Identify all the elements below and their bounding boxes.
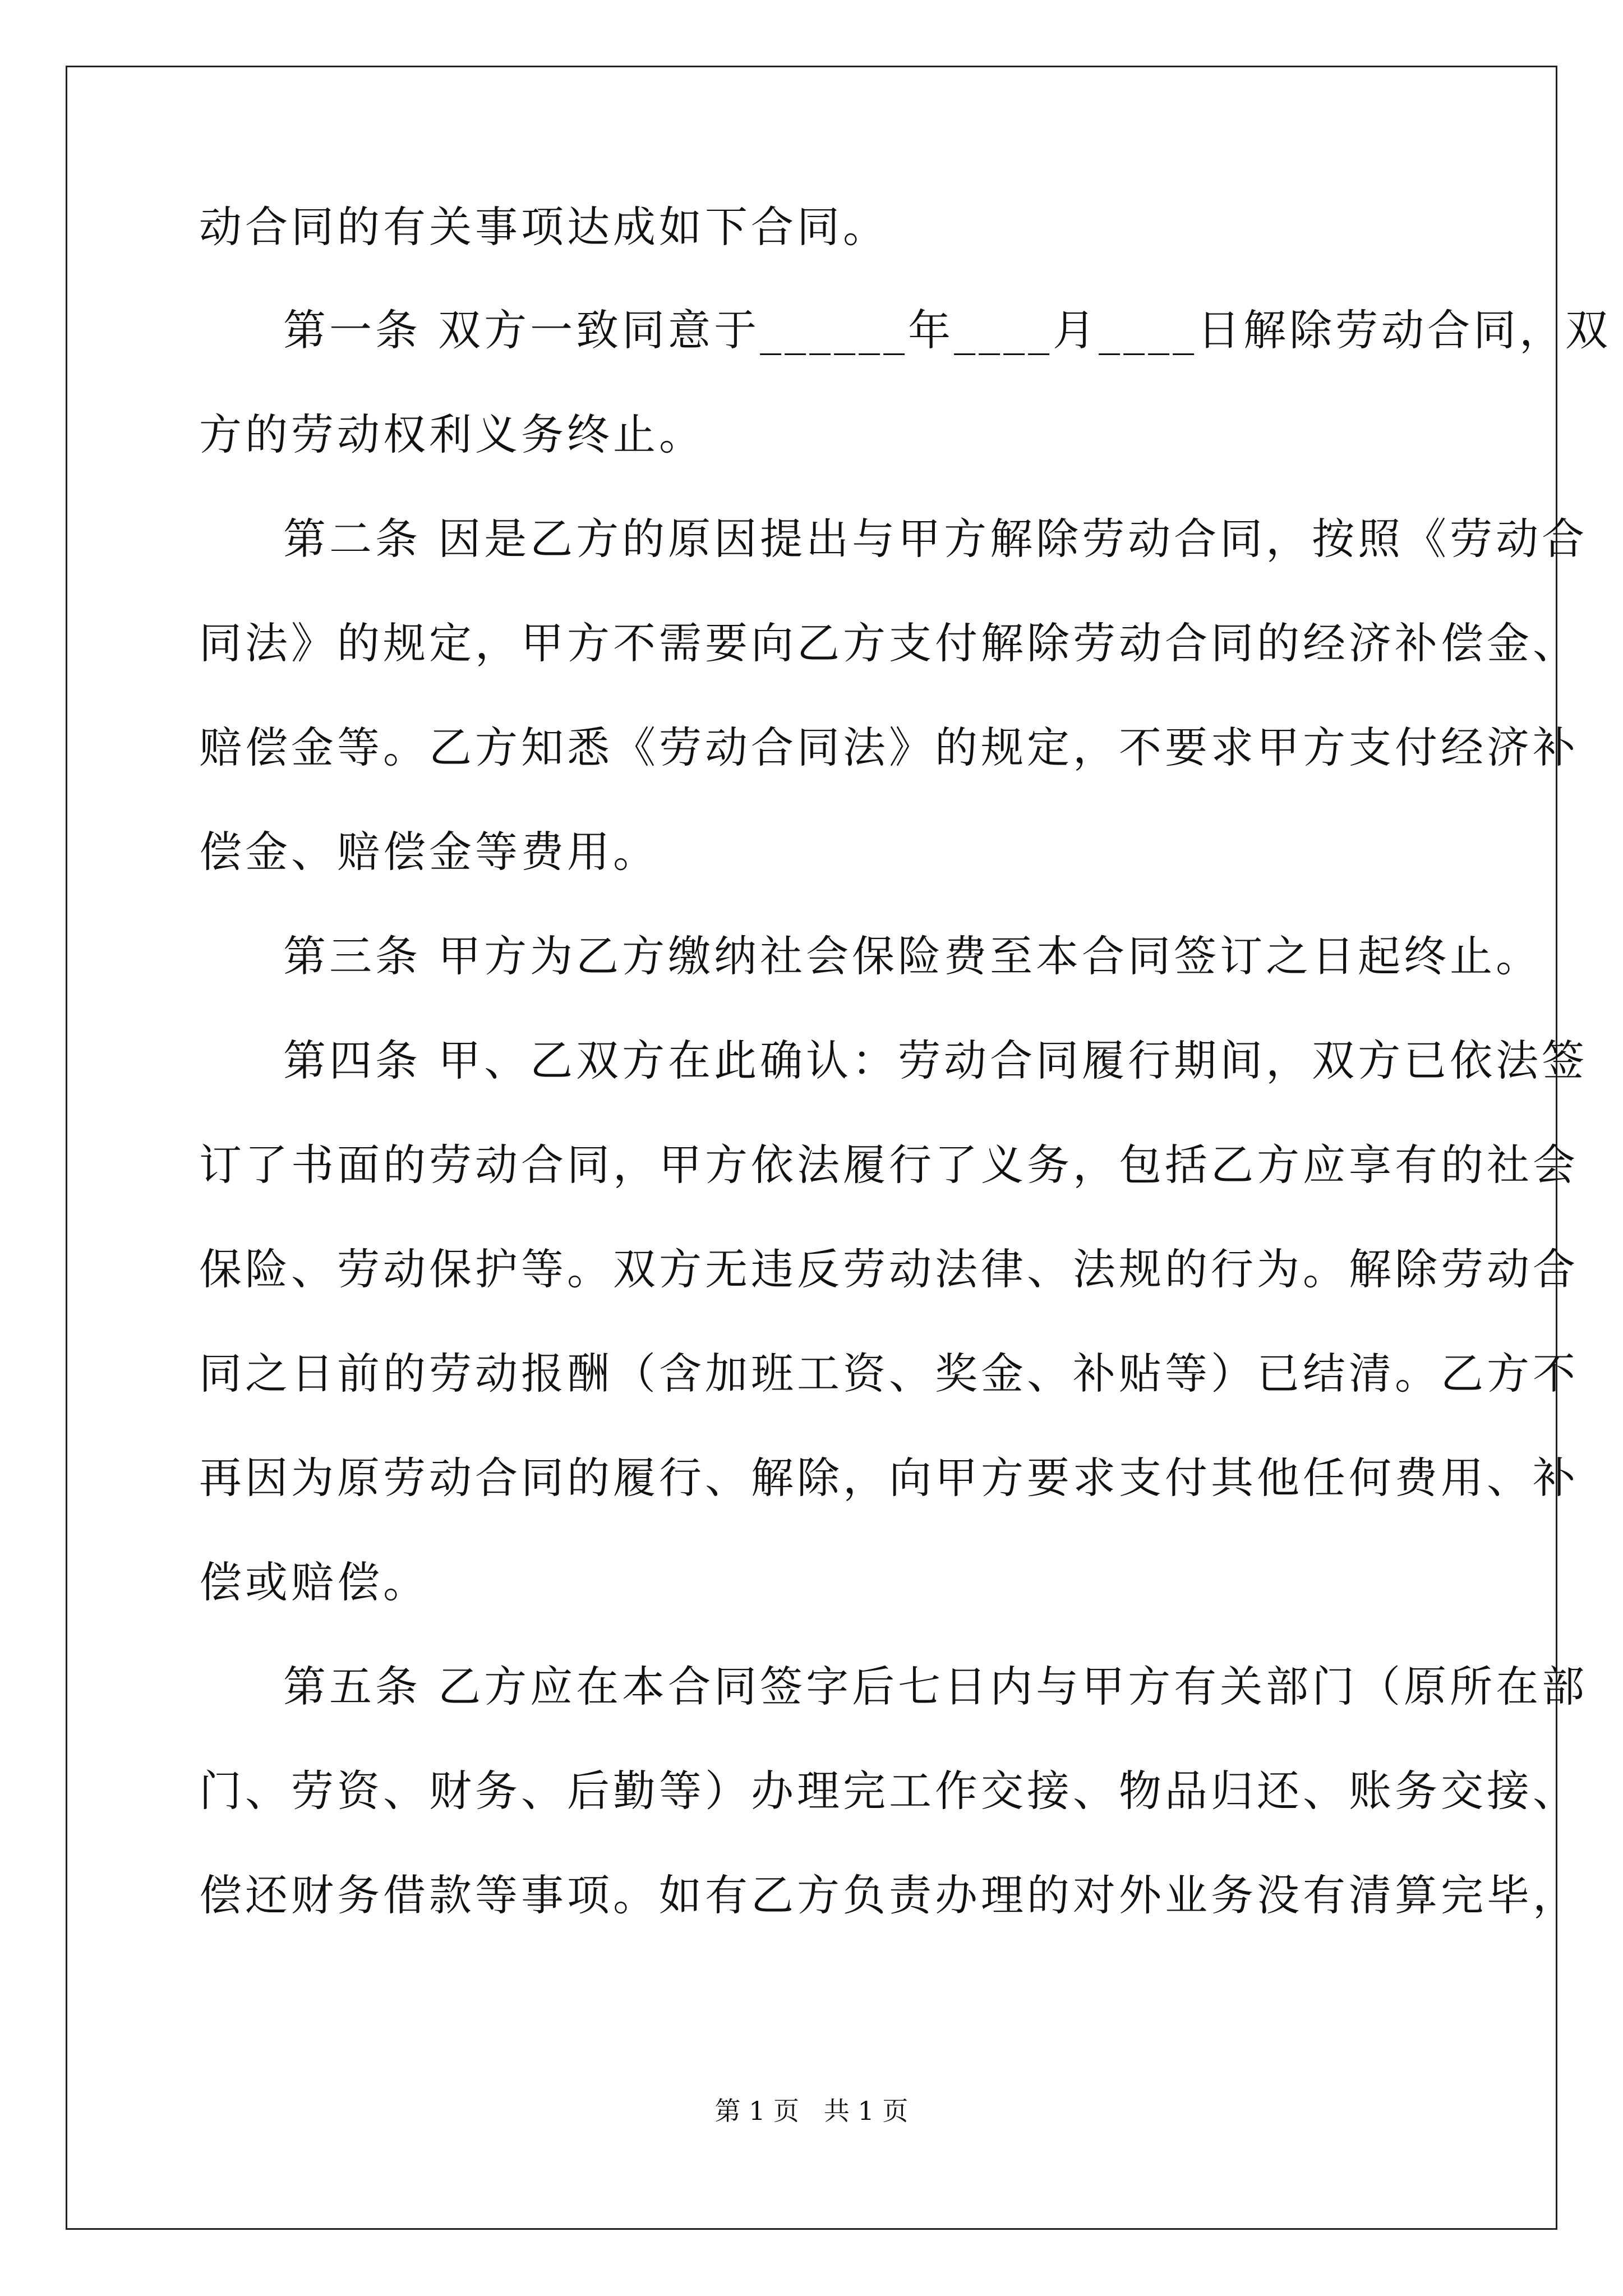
- text-line: 偿或赔偿。: [199, 1557, 429, 1607]
- text-line: 门、劳资、财务、后勤等）办理完工作交接、物品归还、账务交接、: [199, 1766, 1579, 1816]
- article-4-line: 第四条 甲、乙双方在此确认：劳动合同履行期间，双方已依法签: [283, 1036, 1588, 1085]
- text-line: 保险、劳动保护等。双方无违反劳动法律、法规的行为。解除劳动合: [199, 1244, 1579, 1294]
- text-line: 同法》的规定，甲方不需要向乙方支付解除劳动合同的经济补偿金、: [199, 618, 1579, 668]
- text-line: 动合同的有关事项达成如下合同。: [199, 202, 889, 252]
- text-line: 偿还财务借款等事项。如有乙方负责办理的对外业务没有清算完毕，: [199, 1870, 1579, 1920]
- article-5-line: 第五条 乙方应在本合同签字后七日内与甲方有关部门（原所在部: [283, 1662, 1588, 1711]
- text-line: 同之日前的劳动报酬（含加班工资、奖金、补贴等）已结清。乙方不: [199, 1349, 1579, 1398]
- text-line: 再因为原劳动合同的履行、解除，向甲方要求支付其他任何费用、补: [199, 1453, 1579, 1503]
- page-footer: 第 1 页 共 1 页: [714, 2096, 909, 2126]
- text-line: 赔偿金等。乙方知悉《劳动合同法》的规定，不要求甲方支付经济补: [199, 723, 1579, 772]
- text-line: 订了书面的劳动合同，甲方依法履行了义务，包括乙方应享有的社会: [199, 1140, 1579, 1190]
- article-3-line: 第三条 甲方为乙方缴纳社会保险费至本合同签订之日起终止。: [283, 931, 1542, 981]
- article-2-line: 第二条 因是乙方的原因提出与甲方解除劳动合同，按照《劳动合: [283, 514, 1588, 564]
- text-line: 偿金、赔偿金等费用。: [199, 827, 659, 877]
- article-1-line: 第一条 双方一致同意于______年____月____日解除劳动合同，双: [283, 305, 1612, 355]
- text-line: 方的劳动权利义务终止。: [199, 409, 705, 459]
